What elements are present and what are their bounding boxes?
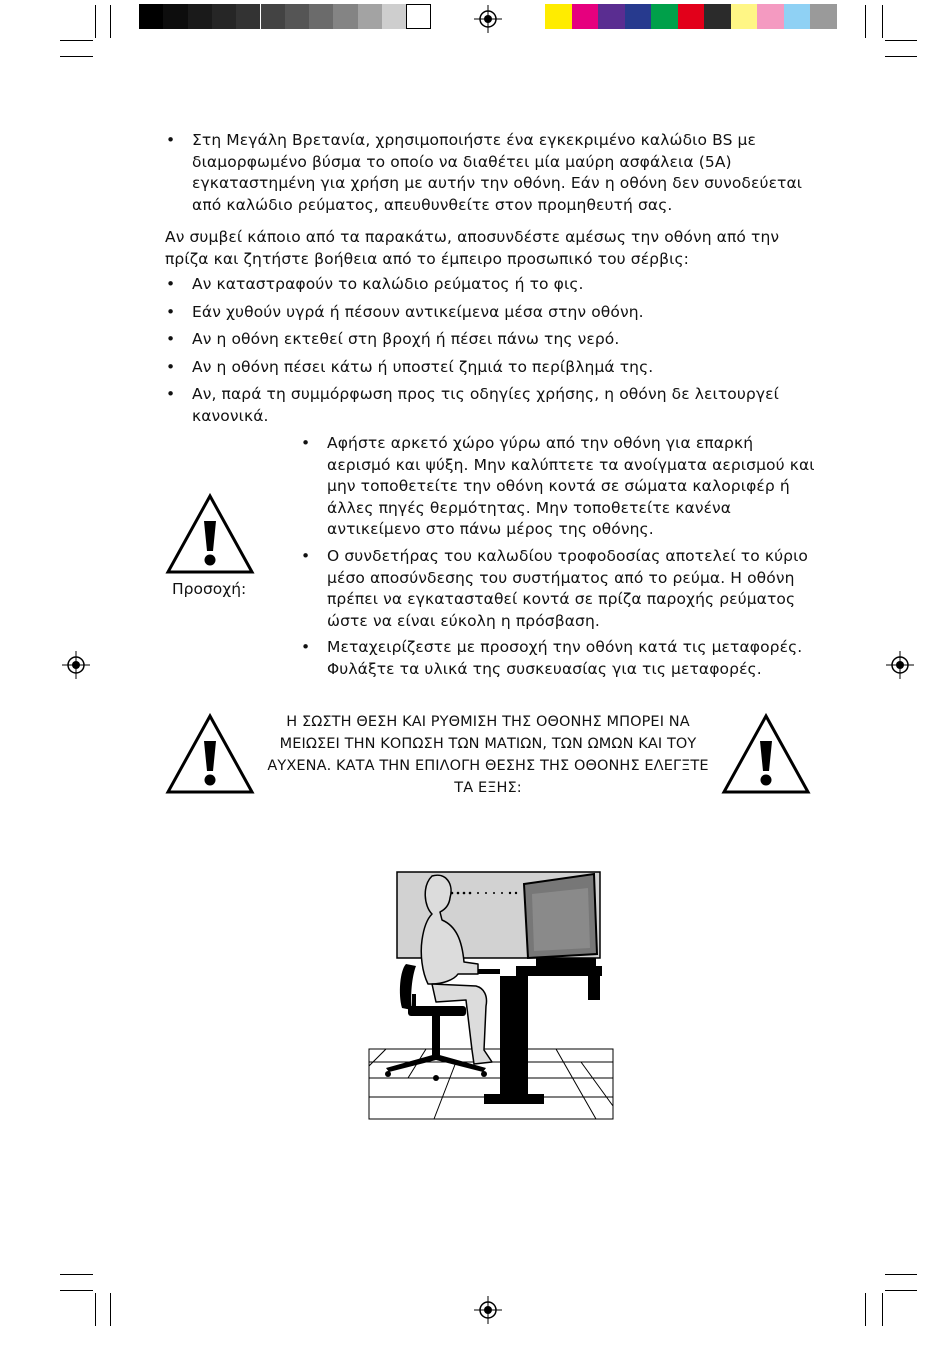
- calibration-swatch: [139, 4, 163, 29]
- calibration-swatch: [309, 4, 333, 29]
- warning-triangle-icon: [165, 493, 255, 575]
- list-item: Αν, παρά τη συμμόρφωση προς τις οδηγίες χρήσης, η οθόνη δε λειτουργεί κανονικά.: [192, 385, 779, 425]
- disconnect-intro: Αν συμβεί κάποιο από τα παρακάτω, αποσυνδέστε αμέσως την οθόνη από την πρίζα και ζητήστε βοήθεια από το έμπειρο προσωπικό του σέρβις:: [165, 228, 780, 268]
- calibration-swatch: [651, 4, 678, 29]
- list-item: Αν καταστραφούν το καλώδιο ρεύματος ή το φις.: [192, 275, 584, 293]
- calibration-swatch: [784, 4, 811, 29]
- registration-mark-left-icon: [62, 651, 90, 679]
- bullet-text-uk-plug: Στη Μεγάλη Βρετανία, χρησιμοποιήστε ένα εγκεκριμένο καλώδιο BS με διαμορφωμένο βύσμα το οποίο να διαθέτει μία μαύρη ασφάλεια (5A) εγκαταστημένη για χρήση με αυτήν την οθόνη. Εάν η οθόνη δεν συνοδεύεται από καλώδιο ρεύματος, απευθυνθείτε στον προμηθευτή σας.: [192, 131, 803, 214]
- calibration-swatch: [625, 4, 652, 29]
- bullet-marker: •: [166, 385, 176, 403]
- calibration-swatch: [731, 4, 758, 29]
- calibration-swatch: [285, 4, 309, 29]
- calibration-swatch: [358, 4, 382, 29]
- calibration-swatch: [757, 4, 784, 29]
- bullet-marker: •: [166, 131, 176, 149]
- calibration-swatch: [163, 4, 187, 29]
- calibration-swatch: [261, 4, 285, 29]
- calibration-swatch: [333, 4, 357, 29]
- bullet-marker: •: [166, 330, 176, 348]
- calibration-swatch: [678, 4, 705, 29]
- registration-mark-bottom-icon: [474, 1296, 502, 1324]
- bullet-marker: •: [166, 358, 176, 376]
- calibration-swatch: [382, 4, 406, 29]
- bullet-marker: •: [166, 303, 176, 321]
- list-item: Αν η οθόνη πέσει κάτω ή υποστεί ζημιά το περίβλημά της.: [192, 358, 654, 376]
- ergonomic-workstation-illustration: [366, 866, 616, 1122]
- registration-mark-right-icon: [886, 651, 914, 679]
- caution-item-ventilation: Αφήστε αρκετό χώρο γύρω από την οθόνη για επαρκή αερισμό και ψύξη. Μην καλύπτετε τα ανοίγματα αερισμού και μην τοποθετείτε την οθόνη κοντά σε σώματα καλοριφέρ ή άλλες πηγές θερμότητας. Μην τοποθετείτε κανένα αντικείμενο στο πάνω μέρος της οθόνης.: [327, 434, 815, 538]
- calibration-swatch: [188, 4, 212, 29]
- calibration-swatch: [598, 4, 625, 29]
- calibration-swatch: [212, 4, 236, 29]
- bullet-marker: •: [301, 434, 311, 452]
- ergonomics-notice: Η ΣΩΣΤΗ ΘΕΣΗ ΚΑΙ ΡΥΘΜΙΣΗ ΤΗΣ ΟΘΟΝΗΣ ΜΠΟΡΕΙ ΝΑ ΜΕΙΩΣΕΙ ΤΗΝ ΚΟΠΩΣΗ ΤΩΝ ΜΑΤΙΩΝ, ΤΩΝ ΩΜΩΝ ΚΑΙ ΤΟΥ ΑΥΧΕΝΑ. ΚΑΤΑ ΤΗΝ ΕΠΙΛΟΓΗ ΘΕΣΗΣ ΤΗΣ ΟΘΟΝΗΣ ΕΛΕΓΞΤΕ ΤΑ ΕΞΗΣ:: [267, 714, 709, 796]
- calibration-swatch: [572, 4, 599, 29]
- warning-triangle-left-icon: [165, 713, 255, 795]
- bullet-marker: •: [301, 638, 311, 656]
- warning-triangle-right-icon: [721, 713, 811, 795]
- bullet-marker: •: [166, 275, 176, 293]
- calibration-swatch: [236, 4, 260, 29]
- list-item: Αν η οθόνη εκτεθεί στη βροχή ή πέσει πάνω της νερό.: [192, 330, 620, 348]
- registration-mark-top-icon: [474, 5, 502, 33]
- caution-item-power-cord: Ο συνδετήρας του καλωδίου τροφοδοσίας αποτελεί το κύριο μέσο αποσύνδεσης του συστήματος από το ρεύμα. Η οθόνη πρέπει να εγκατασταθεί κοντά σε πρίζα παροχής ρεύματος ώστε να είναι εύκολη η πρόσβαση.: [327, 547, 809, 630]
- caution-item-transport: Μεταχειρίζεστε με προσοχή την οθόνη κατά τις μεταφορές. Φυλάξτε τα υλικά της συσκευασίας για τις μεταφορές.: [327, 638, 803, 678]
- calibration-swatch: [545, 4, 572, 29]
- calibration-swatch: [704, 4, 731, 29]
- caution-label: Προσοχή:: [172, 580, 247, 598]
- calibration-swatch: [406, 4, 430, 29]
- calibration-swatch: [810, 4, 837, 29]
- list-item: Εάν χυθούν υγρά ή πέσουν αντικείμενα μέσα στην οθόνη.: [192, 303, 644, 321]
- bullet-marker: •: [301, 547, 311, 565]
